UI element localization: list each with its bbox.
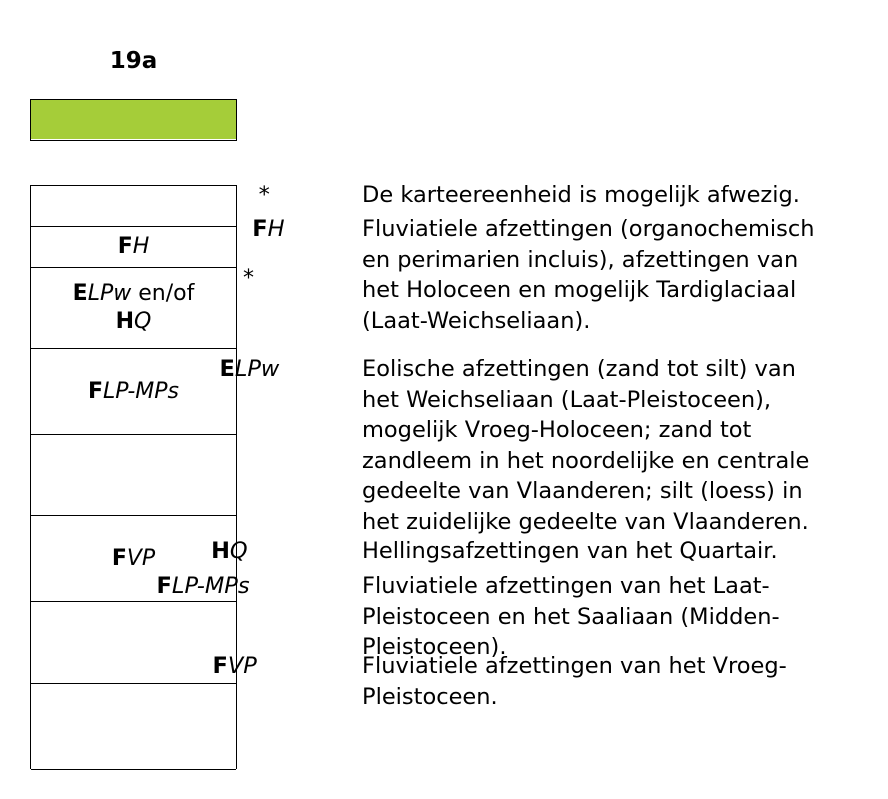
code-italic: VP [126,545,156,571]
legend-line: Pleistoceen). [362,634,507,660]
legend-entry [0,354,809,537]
code-bold: F [117,234,133,259]
legend-entry [0,571,780,663]
legend-line: De karteereenheid is mogelijk afwezig. [362,182,800,208]
legend-description [362,180,800,211]
legend-description [362,571,780,663]
code-suffix: en/of [131,281,195,306]
green-band-2 [31,113,236,128]
code-bold: E [72,281,88,306]
legend-description [362,214,815,336]
legend-line: Pleistoceen. [362,683,498,710]
legend-code: FH [252,216,285,242]
absent-marker: * [243,266,254,291]
legend-line: mogelijk Vroeg-Holoceen; zand tot [362,417,752,443]
code-italic: H [132,234,150,259]
legend-entry [0,214,815,336]
legend-description [362,354,809,537]
legend-code: FVP [212,653,257,679]
legend-line: Fluviatiele afzettingen (organochemisch [362,216,815,242]
green-band-block [30,99,237,141]
legend-line: gedeelte van Vlaanderen; silt (loess) in [362,478,803,504]
legend-line: (Laat-Weichseliaan). [362,307,591,334]
legend-description [362,536,778,567]
column-title: 19a [109,48,158,74]
green-band-1 [31,100,236,114]
legend-line: zandleem in het noordelijke en centrale [362,447,810,474]
legend-line: het Holoceen en mogelijk Tardiglaciaal [362,277,797,303]
legend-line: en perimarien incluis), afzettingen van [362,246,799,273]
legend-code: * [258,182,270,208]
code-bold: F [111,545,127,571]
code-bold: H [115,309,135,334]
legend-description [362,651,787,712]
legend-code: ELPw [219,356,280,382]
legend-line: Fluviatiele afzettingen van het Vroeg- [362,653,787,679]
legend-code: FLP-MPs [156,573,250,599]
legend-entry [0,180,800,211]
code-bold: F [88,378,104,404]
legend-entry [0,536,778,567]
legend-line: het Weichseliaan (Laat-Pleistoceen), [362,386,772,413]
legend-line: Fluviatiele afzettingen van het Laat- [362,573,770,599]
code-italic: Q [134,309,152,334]
legend-line: Eolische afzettingen (zand tot silt) van [362,356,796,382]
legend-line: Hellingsafzettingen van het Quartair. [362,538,778,564]
code-italic: LP-MPs [103,378,179,404]
legend-line: het zuidelijke gedeelte van Vlaanderen. [362,508,809,535]
legend-entry [0,651,787,712]
green-band-3 [31,127,236,139]
legend-code: HQ [211,538,248,564]
code-italic: LPw [87,281,132,306]
legend-line: Pleistoceen en het Saaliaan (Midden- [362,603,780,630]
